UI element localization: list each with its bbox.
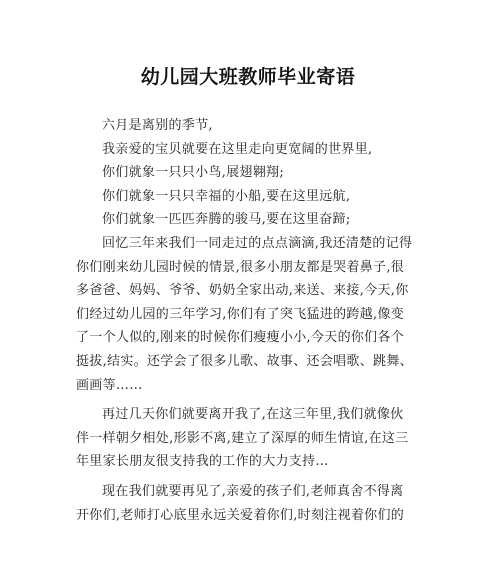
text-line: 们经过幼儿园的三年学习,你们有了突飞猛进的跨越,像变 — [76, 306, 405, 322]
text-line: 你们就象一只只幸福的小船,要在这里远航, — [102, 188, 351, 204]
text-line: 开你们,老师打心底里永远关爱着你们,时刻注视着你们的 — [76, 507, 405, 523]
text-line: 了一个人似的,刚来的时候你们瘦瘦小小,今天的你们各个 — [76, 330, 405, 346]
text-line: 我亲爱的宝贝就要在这里走向更宽阔的世界里, — [102, 141, 373, 157]
text-line: 多爸爸、妈妈、爷爷、奶奶全家出动,来送、来接,今天,你 — [76, 283, 409, 299]
text-line: 你们就象一匹匹奔腾的骏马,要在这里奋蹄; — [102, 212, 351, 228]
text-line: 画画等…… — [76, 377, 143, 393]
document-title: 幼儿园大班教师毕业寄语 — [140, 66, 356, 88]
text-line: 你们刚来幼儿园时候的情景,很多小朋友都是哭着鼻子,很 — [76, 259, 405, 275]
text-line: 你们就象一只只小鸟,展翅翱翔; — [102, 165, 285, 181]
text-line: 六月是离别的季节, — [102, 118, 213, 133]
text-line: 再过几天你们就要离开我了,在这三年里,我们就像伙 — [102, 407, 404, 423]
text-line: 年里家长朋友很支持我的工作的大力支持… — [76, 454, 329, 470]
document-body — [76, 114, 422, 527]
text-line: 回忆三年来我们一同走过的点点滴滴,我还清楚的记得 — [102, 235, 413, 251]
text-line: 现在我们就要再见了,亲爱的孩子们,老师真舍不得离 — [102, 483, 404, 499]
text-line: 挺拔,结实。还学会了很多儿歌、故事、还会唱歌、跳舞、 — [76, 353, 413, 369]
text-line: 伴一样朝夕相处,形影不离,建立了深厚的师生情谊,在这三 — [76, 430, 409, 446]
